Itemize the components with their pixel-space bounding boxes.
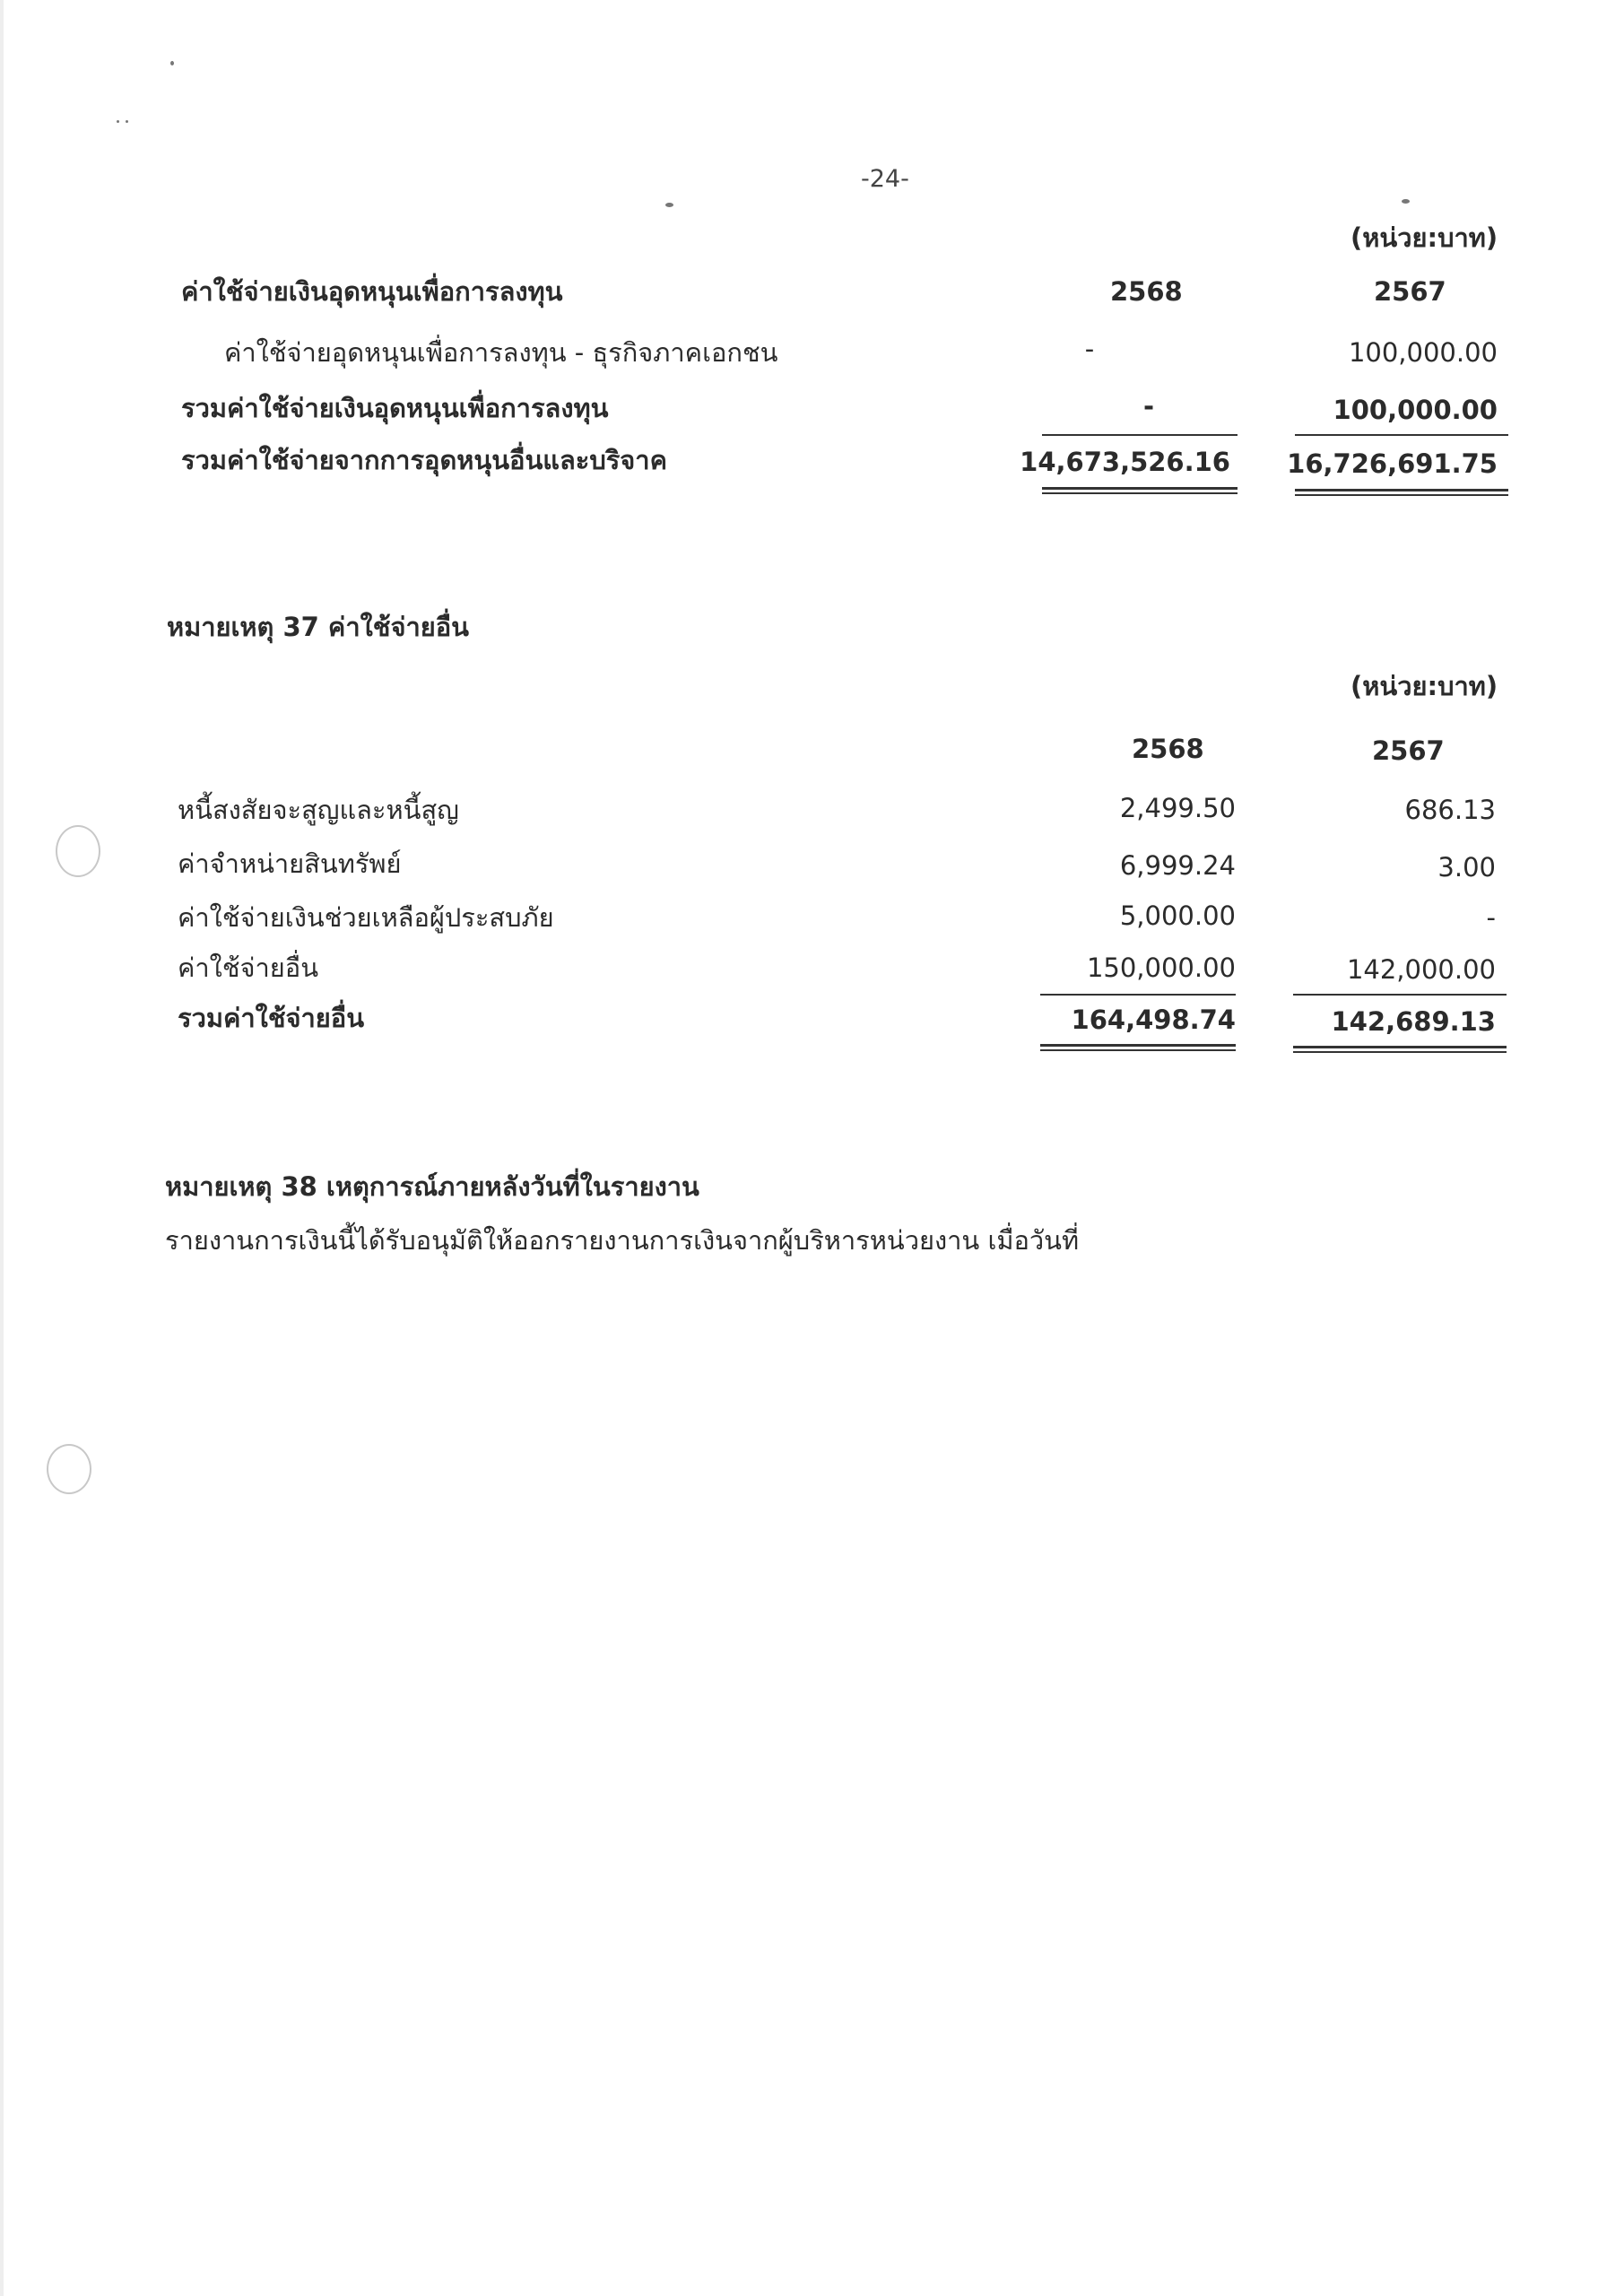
table-cell-2568: 5,000.00 — [1119, 900, 1236, 931]
section-title: ค่าใช้จ่ายเงินอุดหนุนเพื่อการลงทุน — [181, 276, 563, 307]
note-heading: หมายเหตุ 37 ค่าใช้จ่ายอื่น — [167, 612, 469, 642]
table-cell-2568: 2,499.50 — [1119, 793, 1236, 823]
scan-edge — [0, 0, 4, 2296]
table-cell-2568: 164,498.74 — [1071, 1004, 1236, 1035]
subtotal-rule — [1295, 434, 1508, 436]
table-cell-2567: 142,689.13 — [1331, 1006, 1496, 1037]
scan-speck — [117, 120, 119, 123]
table-cell-2567: 100,000.00 — [1333, 395, 1498, 425]
note-heading: หมายเหตุ 38 เหตุการณ์ภายหลังวันที่ในรายงาน — [165, 1171, 699, 1202]
table-row-label: รวมค่าใช้จ่ายอื่น — [178, 1003, 365, 1033]
table-cell-2568: - — [1084, 334, 1095, 364]
note-body-text: รายงานการเงินนี้ได้รับอนุมัติให้ออกรายงานการเงินจากผู้บริหารหน่วยงาน เมื่อวันที่ — [165, 1225, 1080, 1256]
scan-speck — [1402, 199, 1410, 204]
punch-hole — [47, 1444, 91, 1494]
table-row-label: หนี้สงสัยจะสูญและหนี้สูญ — [178, 795, 459, 825]
table-cell-2567: 686.13 — [1404, 795, 1496, 825]
table-cell-2568: 150,000.00 — [1086, 952, 1236, 983]
total-double-rule — [1040, 1049, 1236, 1051]
table-cell-2568: 6,999.24 — [1119, 850, 1236, 881]
total-double-rule — [1042, 492, 1238, 494]
total-double-rule — [1295, 489, 1508, 491]
table-cell-2567: 3.00 — [1437, 852, 1496, 883]
column-header-2567: 2567 — [1374, 276, 1446, 307]
column-header-2568: 2568 — [1132, 734, 1204, 764]
subtotal-rule — [1293, 994, 1507, 996]
unit-label: (หน่วย:บาท) — [1350, 222, 1498, 253]
column-header-2567: 2567 — [1372, 735, 1445, 766]
table-cell-2568: - — [1142, 391, 1155, 422]
total-double-rule — [1040, 1044, 1236, 1047]
table-row-label: ค่าใช้จ่ายอื่น — [178, 952, 319, 983]
table-cell-2567: 142,000.00 — [1346, 954, 1496, 985]
scan-speck — [665, 203, 673, 207]
table-row-label: ค่าใช้จ่ายอุดหนุนเพื่อการลงทุน - ธุรกิจภาคเอกชน — [224, 337, 778, 368]
total-double-rule — [1295, 494, 1508, 496]
table-row-label: รวมค่าใช้จ่ายเงินอุดหนุนเพื่อการลงทุน — [181, 393, 609, 423]
table-row-label: รวมค่าใช้จ่ายจากการอุดหนุนอื่นและบริจาค — [181, 445, 667, 475]
total-double-rule — [1293, 1051, 1507, 1053]
total-double-rule — [1293, 1046, 1507, 1048]
table-cell-2567: 16,726,691.75 — [1287, 448, 1498, 479]
table-row-label: ค่าจำหน่ายสินทรัพย์ — [178, 848, 402, 879]
subtotal-rule — [1040, 994, 1236, 996]
table-cell-2567: - — [1486, 902, 1496, 933]
unit-label: (หน่วย:บาท) — [1350, 671, 1498, 701]
scan-speck — [170, 61, 174, 65]
column-header-2568: 2568 — [1110, 276, 1183, 307]
table-cell-2567: 100,000.00 — [1348, 337, 1498, 368]
page-number: -24- — [861, 165, 909, 193]
punch-hole — [56, 825, 100, 877]
table-cell-2568: 14,673,526.16 — [1020, 447, 1230, 477]
scan-speck — [126, 120, 128, 123]
table-row-label: ค่าใช้จ่ายเงินช่วยเหลือผู้ประสบภัย — [178, 902, 554, 933]
subtotal-rule — [1042, 434, 1238, 436]
total-double-rule — [1042, 487, 1238, 490]
